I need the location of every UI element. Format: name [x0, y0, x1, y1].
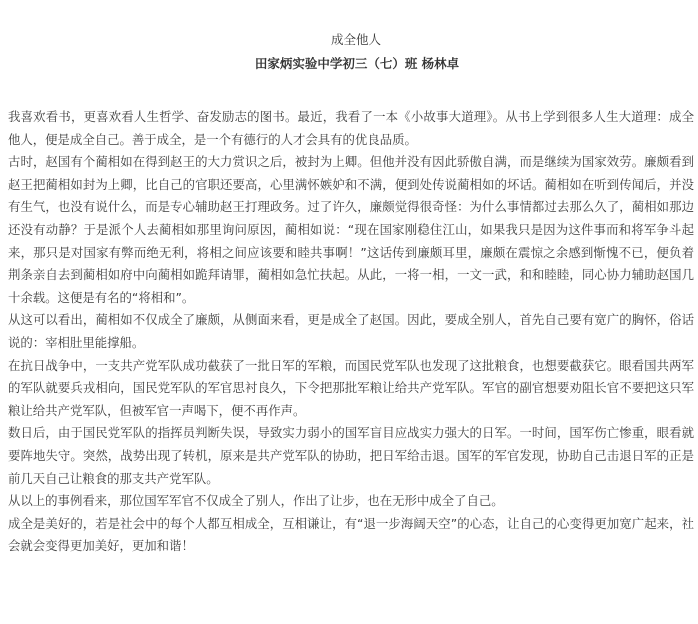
paragraph-conclusion: 成全是美好的，若是社会中的每个人都互相成全，互相谦让，有“退一步海阔天空”的心态，让自己的心变得更加宽广起来，社会就会变得更加美好，更加和谐！	[8, 515, 694, 554]
paragraph-lesson-one: 从这可以看出，蔺相如不仅成全了廉颇，从侧面来看，更是成全了赵国。因此，要成全别人，首先自己要有宽广的胸怀，俗话说的：宰相肚里能撑船。	[8, 312, 694, 350]
essay-body	[8, 106, 694, 558]
author-line: 田家炳实验中学初三（七）班 杨林卓	[254, 56, 460, 71]
paragraph-lesson-two: 从以上的事例看来，那位国军军官不仅成全了别人，作出了让步，也在无形中成全了自己。	[8, 493, 504, 509]
essay-title: 成全他人	[330, 32, 381, 47]
paragraph-intro: 我喜欢看书，更喜欢看人生哲学、奋发励志的图书。最近，我看了一本《小故事大道理》。从书上学到很多人生大道理：成全他人，便是成全自己。善于成全，是一个有德行的人才会具有的优良品质。	[8, 109, 694, 147]
paragraph-story-war: 在抗日战争中，一支共产党军队成功截获了一批日军的军粮，而国民党军队也发现了这批粮食，也想要截获它。眼看国共两军的军队就要兵戎相向，国民党军队的军官思衬良久，下令把那批军粮让给共产党军队。军官的副官想要劝阻长官不要把这只军粮让给共产党军队，但被军官一声喝下，便不再作声。	[8, 357, 694, 418]
paragraph-story-lin-xiangru: 古时，赵国有个蔺相如在得到赵王的大力赏识之后，被封为上卿。但他并没有因此骄傲自满，而是继续为国家效劳。廉颇看到赵王把蔺相如封为上卿，比自己的官职还要高，心里满怀嫉妒和不满，便到处传说蔺相如的坏话。蔺相如在听到传闻后，并没有生气，也没有说什么，而是专心辅助赵王打理政务。过了许久，廉颇觉得很奇怪：为什么事情都过去那么久了，蔺相如那边还没有动静？于是派个人去蔺相如那里询问原因，蔺相如说：“现在国家刚稳住江山，如果我只是因为这件事而和将军争斗起来，那只是对国家有弊而绝无利，将相之间应该要和睦共事啊！”这话传到廉颇耳里，廉颇在震惊之余感到惭愧不已，便负着荆条亲自去到蔺相如府中向蔺相如跪拜请罪，蔺相如急忙扶起。从此，一将一相，一文一武，和和睦睦，同心协力辅助赵国几十余载。这便是有名的“将相和”。	[8, 154, 694, 305]
paragraph-story-war-outcome: 数日后，由于国民党军队的指挥员判断失误，导致实力弱小的国军盲目应战实力强大的日军。一时间，国军伤亡惨重，眼看就要阵地失守。突然，战势出现了转机，原来是共产党军队的协助，把日军给击退。国军的军官发现，协助自己击退日军的正是前几天自己让粮食的那支共产党军队。	[8, 425, 694, 486]
